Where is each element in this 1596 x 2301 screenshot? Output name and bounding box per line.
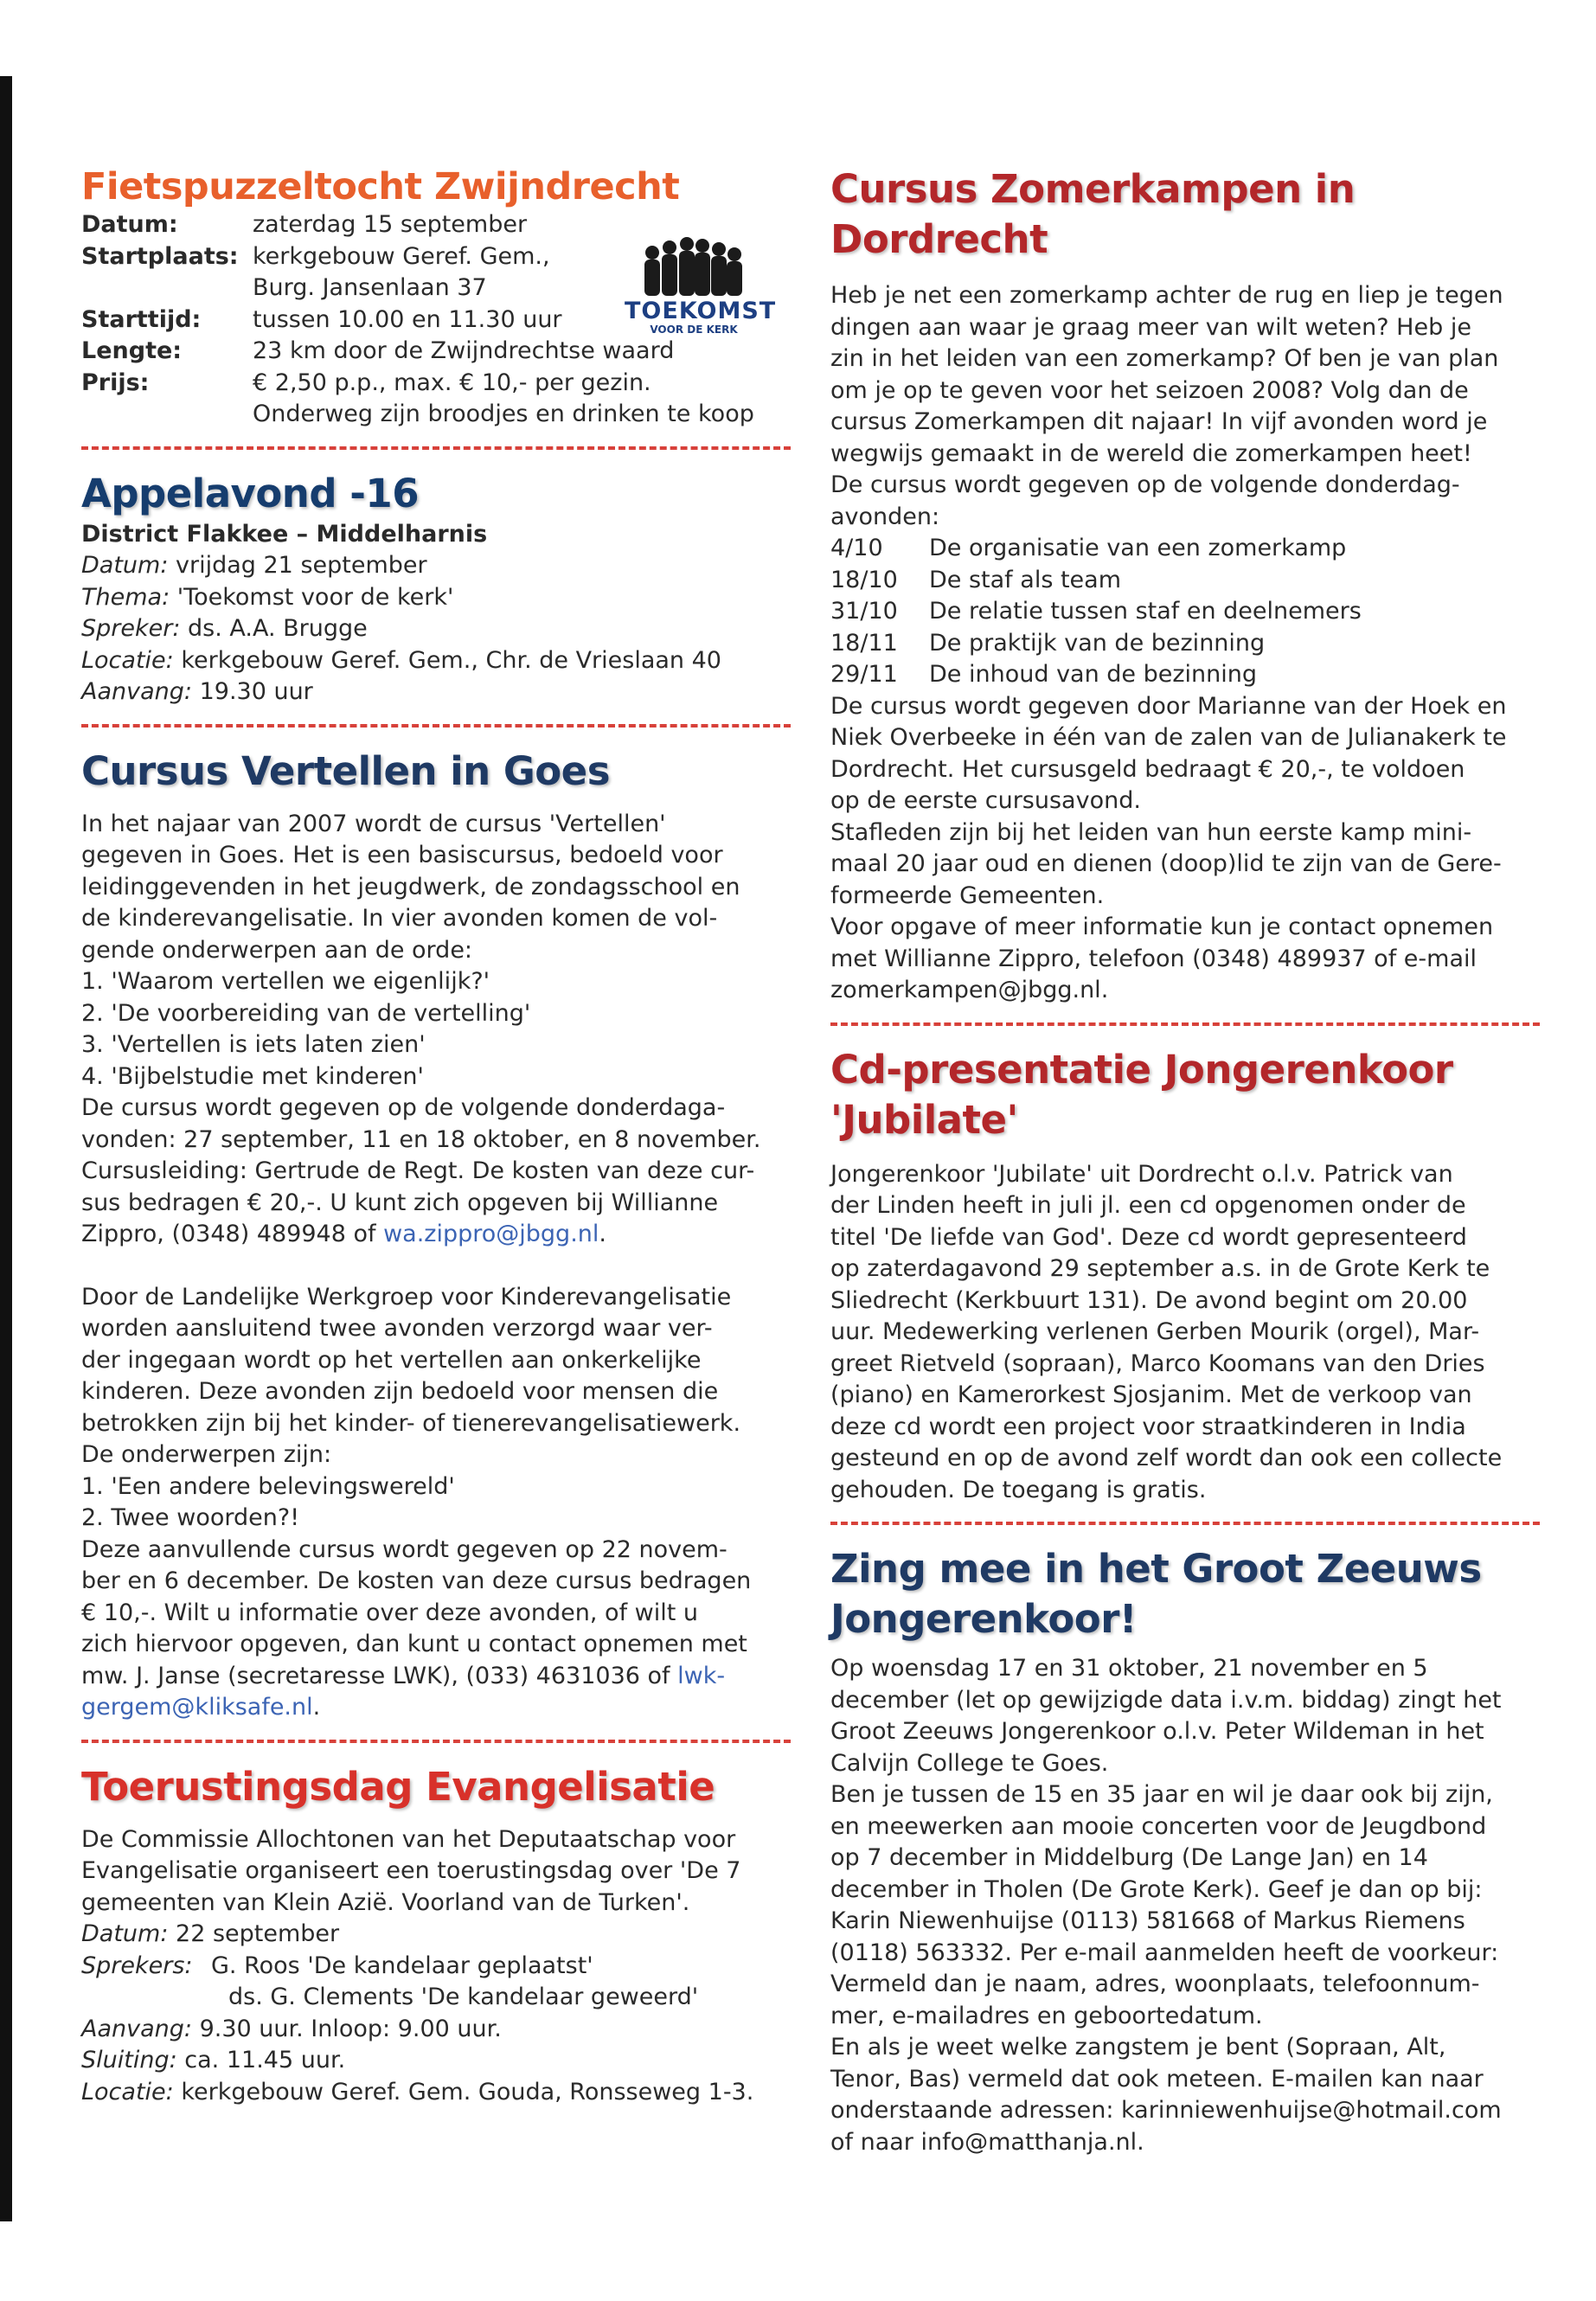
zomer-line: op de eerste cursusavond. [830,787,1141,814]
punctuation: . [312,1694,321,1721]
zing-line: Karin Niewenhuijse (0113) 581668 of Markus Riemens [830,1907,1465,1934]
schedule-row [830,659,1540,691]
schedule-date: 4/10 [830,535,883,561]
zomer-line: Voor opgave of meer informatie kun je contact opnemen [830,913,1494,940]
zomer-line: om je op te geven voor het seizoen 2008? Volg dan de [830,376,1469,404]
vertellen-line: leidinggevenden in het jeugdwerk, de zondagsschool en [81,873,740,901]
cd-line: gehouden. De toegang is gratis. [830,1476,1207,1503]
toerusting-line: De Commissie Allochtonen van het Deputaatschap voor [81,1825,736,1853]
zomer-line: Niek Overbeeke in één van de zalen van de Julianakerk te [830,724,1507,751]
field-label: Aanvang: [81,2015,192,2042]
cd-presentatie-article [830,1045,1540,1507]
email-link[interactable]: gergem@kliksafe.nl [81,1694,313,1721]
left-column [81,164,791,2108]
zing-line: onderstaande adressen: karinniewenhuijse@hotmail.com [830,2097,1502,2124]
contact-text: mw. J. Janse (secretaresse LWK), (033) 4631036 of [81,1662,678,1689]
zomer-line: met Willianne Zippro, telefoon (0348) 489937 of e-mail [830,945,1477,972]
toerusting-sluiting [81,2045,791,2077]
info-value: tussen 10.00 en 11.30 uur [253,305,562,333]
zomer-line: formeerde Gemeenten. [830,881,1105,909]
zomerkampen-title [830,164,1540,265]
info-label: Startplaats: [81,242,239,270]
cd-presentatie-title [830,1045,1540,1145]
cd-line: uur. Medewerking verlenen Gerben Mourik (orgel), Mar- [830,1318,1480,1345]
zomer-line: De cursus wordt gegeven door Marianne van der Hoek en [830,692,1507,720]
section-divider [81,1740,791,1743]
field-value: kerkgebouw Geref. Gem., Chr. de Vrieslaan 40 [173,646,721,674]
cd-line: Sliedrecht (Kerkbuurt 131). De avond begint om 20.00 [830,1286,1468,1314]
vertellen-line: De cursus wordt gegeven op de volgende donderdaga- [81,1094,726,1121]
vertellen-line: Deze aanvullende cursus wordt gegeven op 22 novem- [81,1535,727,1563]
fietspuzzeltocht-article [81,164,791,431]
schedule-topic: De praktijk van de bezinning [929,629,1266,657]
info-label [81,272,253,304]
title-line: Jongerenkoor! [830,1596,1137,1642]
fietspuzzeltocht-title: Fietspuzzeltocht Zwijndrecht [81,165,680,208]
schedule-date: 18/10 [830,566,898,593]
vertellen-line: der ingegaan wordt op het vertellen aan onkerkelijke [81,1346,702,1374]
vertellen-line: sus bedragen € 20,-. U kunt zich opgeven bij Willianne [81,1189,719,1216]
field-label: Locatie: [81,646,174,674]
appelavond-spreker [81,613,791,645]
schedule-row [830,596,1540,628]
field-value: vrijdag 21 september [168,552,427,579]
toerustingsdag-title: Toerustingsdag Evangelisatie [81,1763,715,1810]
zomer-line: avonden: [830,503,940,530]
info-label: Prijs: [81,369,150,396]
info-value: Burg. Jansenlaan 37 [253,274,487,301]
toerustingsdag-article [81,1762,791,2109]
cd-line: Jongerenkoor 'Jubilate' uit Dordrecht o.l.v. Patrick van [830,1160,1453,1188]
toekomst-logo [625,237,777,339]
punctuation: . [599,1221,606,1247]
schedule-date: 18/11 [830,629,898,657]
appelavond-datum [81,550,791,582]
toerusting-sprekers [81,1951,791,2014]
vertellen-line: 1. 'Waarom vertellen we eigenlijk?' [81,968,490,995]
vertellen-line: vonden: 27 september, 11 en 18 oktober, en 8 november. [81,1125,761,1153]
info-label: Lengte: [81,337,183,364]
vertellen-line: gende onderwerpen aan de orde: [81,936,473,964]
vertellen-line: € 10,-. Wilt u informatie over deze avonden, of wilt u [81,1599,699,1626]
field-value: 'Toekomst voor de kerk' [170,583,454,611]
schedule-date: 29/11 [830,661,898,688]
toerusting-aanvang [81,2014,791,2046]
logo-subtitle: VOOR DE KERK [650,324,738,336]
zing-line: en meewerken aan mooie concerten voor de Jeugdbond [830,1812,1487,1840]
vertellen-article [81,747,791,1724]
zomer-line: zomerkampen@jbgg.nl. [830,977,1109,1003]
section-divider [81,446,791,450]
zing-line: of naar info@matthanja.nl. [830,2128,1144,2156]
schedule-row [830,628,1540,660]
zomer-line: Heb je net een zomerkamp achter de rug en liep je tegen [830,282,1503,309]
cd-line: (piano) en Kamerorkest Sjosjanim. Met de verkoop van [830,1381,1472,1408]
cd-line: op zaterdagavond 29 september a.s. in de Grote Kerk te [830,1255,1490,1282]
cd-line: gesteund en op de avond zelf wordt dan ook een collecte [830,1445,1503,1471]
zing-line: Tenor, Bas) vermeld dat ook meteen. E-mailen kan naar [830,2065,1484,2093]
schedule-topic: De inhoud van de bezinning [929,661,1258,688]
zomerkampen-article [830,164,1540,1007]
vertellen-contact-line [81,1661,791,1693]
zing-line: december in Tholen (De Grote Kerk). Geef je dan op bij: [830,1875,1483,1903]
title-line: Dordrecht [830,216,1048,262]
zing-mee-article [830,1544,1540,2158]
field-label: Spreker: [81,615,181,642]
schedule-row [830,565,1540,597]
vertellen-line: 2. Twee woorden?! [81,1504,300,1531]
appelavond-subtitle: District Flakkee – Middelharnis [81,520,488,548]
zing-line: Op woensdag 17 en 31 oktober, 21 november en 5 [830,1655,1428,1682]
appelavond-locatie [81,645,791,677]
field-label: Thema: [81,583,170,611]
zomer-line: Stafleden zijn bij het leiden van hun eerste kamp mini- [830,818,1472,846]
vertellen-line: In het najaar van 2007 wordt de cursus 'Vertellen' [81,810,666,837]
schedule-date: 31/10 [830,598,898,625]
info-label [81,399,253,431]
toerusting-line: gemeenten van Klein Azië. Voorland van de Turken'. [81,1888,690,1916]
schedule-row [830,533,1540,565]
cd-line: titel 'De liefde van God'. Deze cd wordt gepresenteerd [830,1223,1467,1251]
vertellen-contact-line [81,1219,791,1251]
vertellen-line: 4. 'Bijbelstudie met kinderen' [81,1062,424,1090]
zing-line: Calvijn College te Goes. [830,1749,1109,1777]
field-value: ds. A.A. Brugge [180,615,368,642]
zing-line: Vermeld dan je naam, adres, woonplaats, telefoonnum- [830,1971,1480,1997]
section-divider [830,1522,1540,1525]
cd-line: deze cd wordt een project voor straatkinderen in India [830,1413,1466,1440]
contact-text: Zippro, (0348) 489948 of [81,1221,384,1247]
section-divider [830,1022,1540,1026]
email-link[interactable]: wa.zippro@jbgg.nl [383,1221,599,1247]
field-value: kerkgebouw Geref. Gem. Gouda, Ronsseweg 1-3. [173,2078,754,2106]
appelavond-article [81,469,791,708]
vertellen-line: ber en 6 december. De kosten van deze cursus bedragen [81,1567,752,1594]
people-group-icon [642,237,746,296]
schedule-topic: De relatie tussen staf en deelnemers [929,598,1362,625]
zomer-line: wegwijs gemaakt in de wereld die zomerkampen heet! [830,439,1472,467]
zing-line: op 7 december in Middelburg (De Lange Jan) en 14 [830,1844,1428,1871]
field-value: ca. 11.45 uur. [176,2047,346,2073]
vertellen-line: gegeven in Goes. Het is een basiscursus, bedoeld voor [81,842,723,868]
zomer-line: cursus Zomerkampen dit najaar! In vijf avonden word je [830,408,1488,435]
info-value: 23 km door de Zwijndrechtse waard [253,337,675,364]
toerusting-datum [81,1919,791,1951]
zing-mee-title [830,1544,1540,1644]
info-label: Starttijd: [81,305,202,333]
field-value: 22 september [168,1920,340,1947]
zing-line: mer, e-mailadres en geboortedatum. [830,2002,1263,2029]
info-value: zaterdag 15 september [253,211,528,238]
info-value: Onderweg zijn broodjes en drinken te koop [253,401,754,427]
email-link[interactable]: lwk- [677,1662,726,1689]
vertellen-contact-line [81,1692,791,1724]
vertellen-line: 3. 'Vertellen is iets laten zien' [81,1031,426,1058]
vertellen-line: 2. 'De voorbereiding van de vertelling' [81,999,531,1027]
field-value: 19.30 uur [192,678,313,705]
zing-line: Groot Zeeuws Jongerenkoor o.l.v. Peter Wildeman in het [830,1718,1484,1745]
vertellen-line: betrokken zijn bij het kinder- of tienerevangelisatiewerk. [81,1409,741,1437]
field-label-empty [81,1982,211,2014]
cd-line: greet Rietveld (sopraan), Marco Koomans van den Dries [830,1349,1485,1377]
field-label: Sluiting: [81,2047,177,2073]
field-value: G. Roos 'De kandelaar geplaatst' [211,1952,593,1979]
vertellen-title: Cursus Vertellen in Goes [81,747,610,794]
field-label: Datum: [81,552,169,579]
toerusting-line: Evangelisatie organiseert een toerustingsdag over 'De 7 [81,1857,741,1884]
appelavond-thema [81,582,791,614]
cd-line: der Linden heeft in juli jl. een cd opgenomen onder de [830,1192,1466,1219]
paragraph-spacer [81,1251,791,1282]
info-value: kerkgebouw Geref. Gem., [253,242,550,270]
zing-line: december (let op gewijzigde data i.v.m. biddag) zingt het [830,1686,1502,1714]
logo-title: TOEKOMST [625,298,777,324]
title-line: Cursus Zomerkampen in [830,166,1356,212]
vertellen-line: Cursusleiding: Gertrude de Regt. De kosten van deze cur- [81,1157,755,1184]
vertellen-line: zich hiervoor opgeven, dan kunt u contact opnemen met [81,1631,747,1657]
field-value: 9.30 uur. Inloop: 9.00 uur. [192,2015,502,2042]
field-label: Locatie: [81,2078,174,2106]
vertellen-line: worden aansluitend twee avonden verzorgd waar ver- [81,1315,713,1342]
right-column [830,164,1540,2158]
field-label: Datum: [81,1920,169,1947]
info-value: € 2,50 p.p., max. € 10,- per gezin. [253,369,651,396]
zomer-line: maal 20 jaar oud en dienen (doop)lid te zijn van de Gere- [830,850,1502,877]
title-line: Zing mee in het Groot Zeeuws [830,1546,1482,1592]
toerusting-locatie [81,2077,791,2109]
section-divider [81,724,791,727]
schedule-topic: De organisatie van een zomerkamp [929,535,1347,561]
title-line: Cd-presentatie Jongerenkoor [830,1046,1453,1093]
field-label: Sprekers: [81,1952,193,1979]
vertellen-line: de kinderevangelisatie. In vier avonden komen de vol- [81,905,718,932]
page-edge-shadow [0,76,12,2221]
zing-line: Ben je tussen de 15 en 35 jaar en wil je daar ook bij zijn, [830,1781,1493,1808]
zomer-line: Dordrecht. Het cursusgeld bedraagt € 20,-, te voldoen [830,755,1465,783]
zomer-line: zin in het leiden van een zomerkamp? Of ben je van plan [830,345,1499,372]
appelavond-aanvang [81,676,791,708]
vertellen-line: 1. 'Een andere belevingswereld' [81,1472,455,1500]
vertellen-line: kinderen. Deze avonden zijn bedoeld voor mensen die [81,1378,719,1405]
vertellen-line: Door de Landelijke Werkgroep voor Kinderevangelisatie [81,1283,732,1311]
vertellen-line: De onderwerpen zijn: [81,1441,332,1468]
zomer-line: De cursus wordt gegeven op de volgende donderdag- [830,471,1460,498]
zing-line: (0118) 563332. Per e-mail aanmelden heeft de voorkeur: [830,1939,1499,1966]
field-value: ds. G. Clements 'De kandelaar geweerd' [228,1984,699,2010]
appelavond-title: Appelavond -16 [81,470,420,516]
info-label: Datum: [81,211,178,238]
title-line: 'Jubilate' [830,1096,1018,1143]
zing-line: En als je weet welke zangstem je bent (Sopraan, Alt, [830,2034,1446,2061]
field-label: Aanvang: [81,678,192,705]
schedule-topic: De staf als team [929,566,1122,593]
zomer-line: dingen aan waar je graag meer van wilt weten? Heb je [830,313,1471,341]
